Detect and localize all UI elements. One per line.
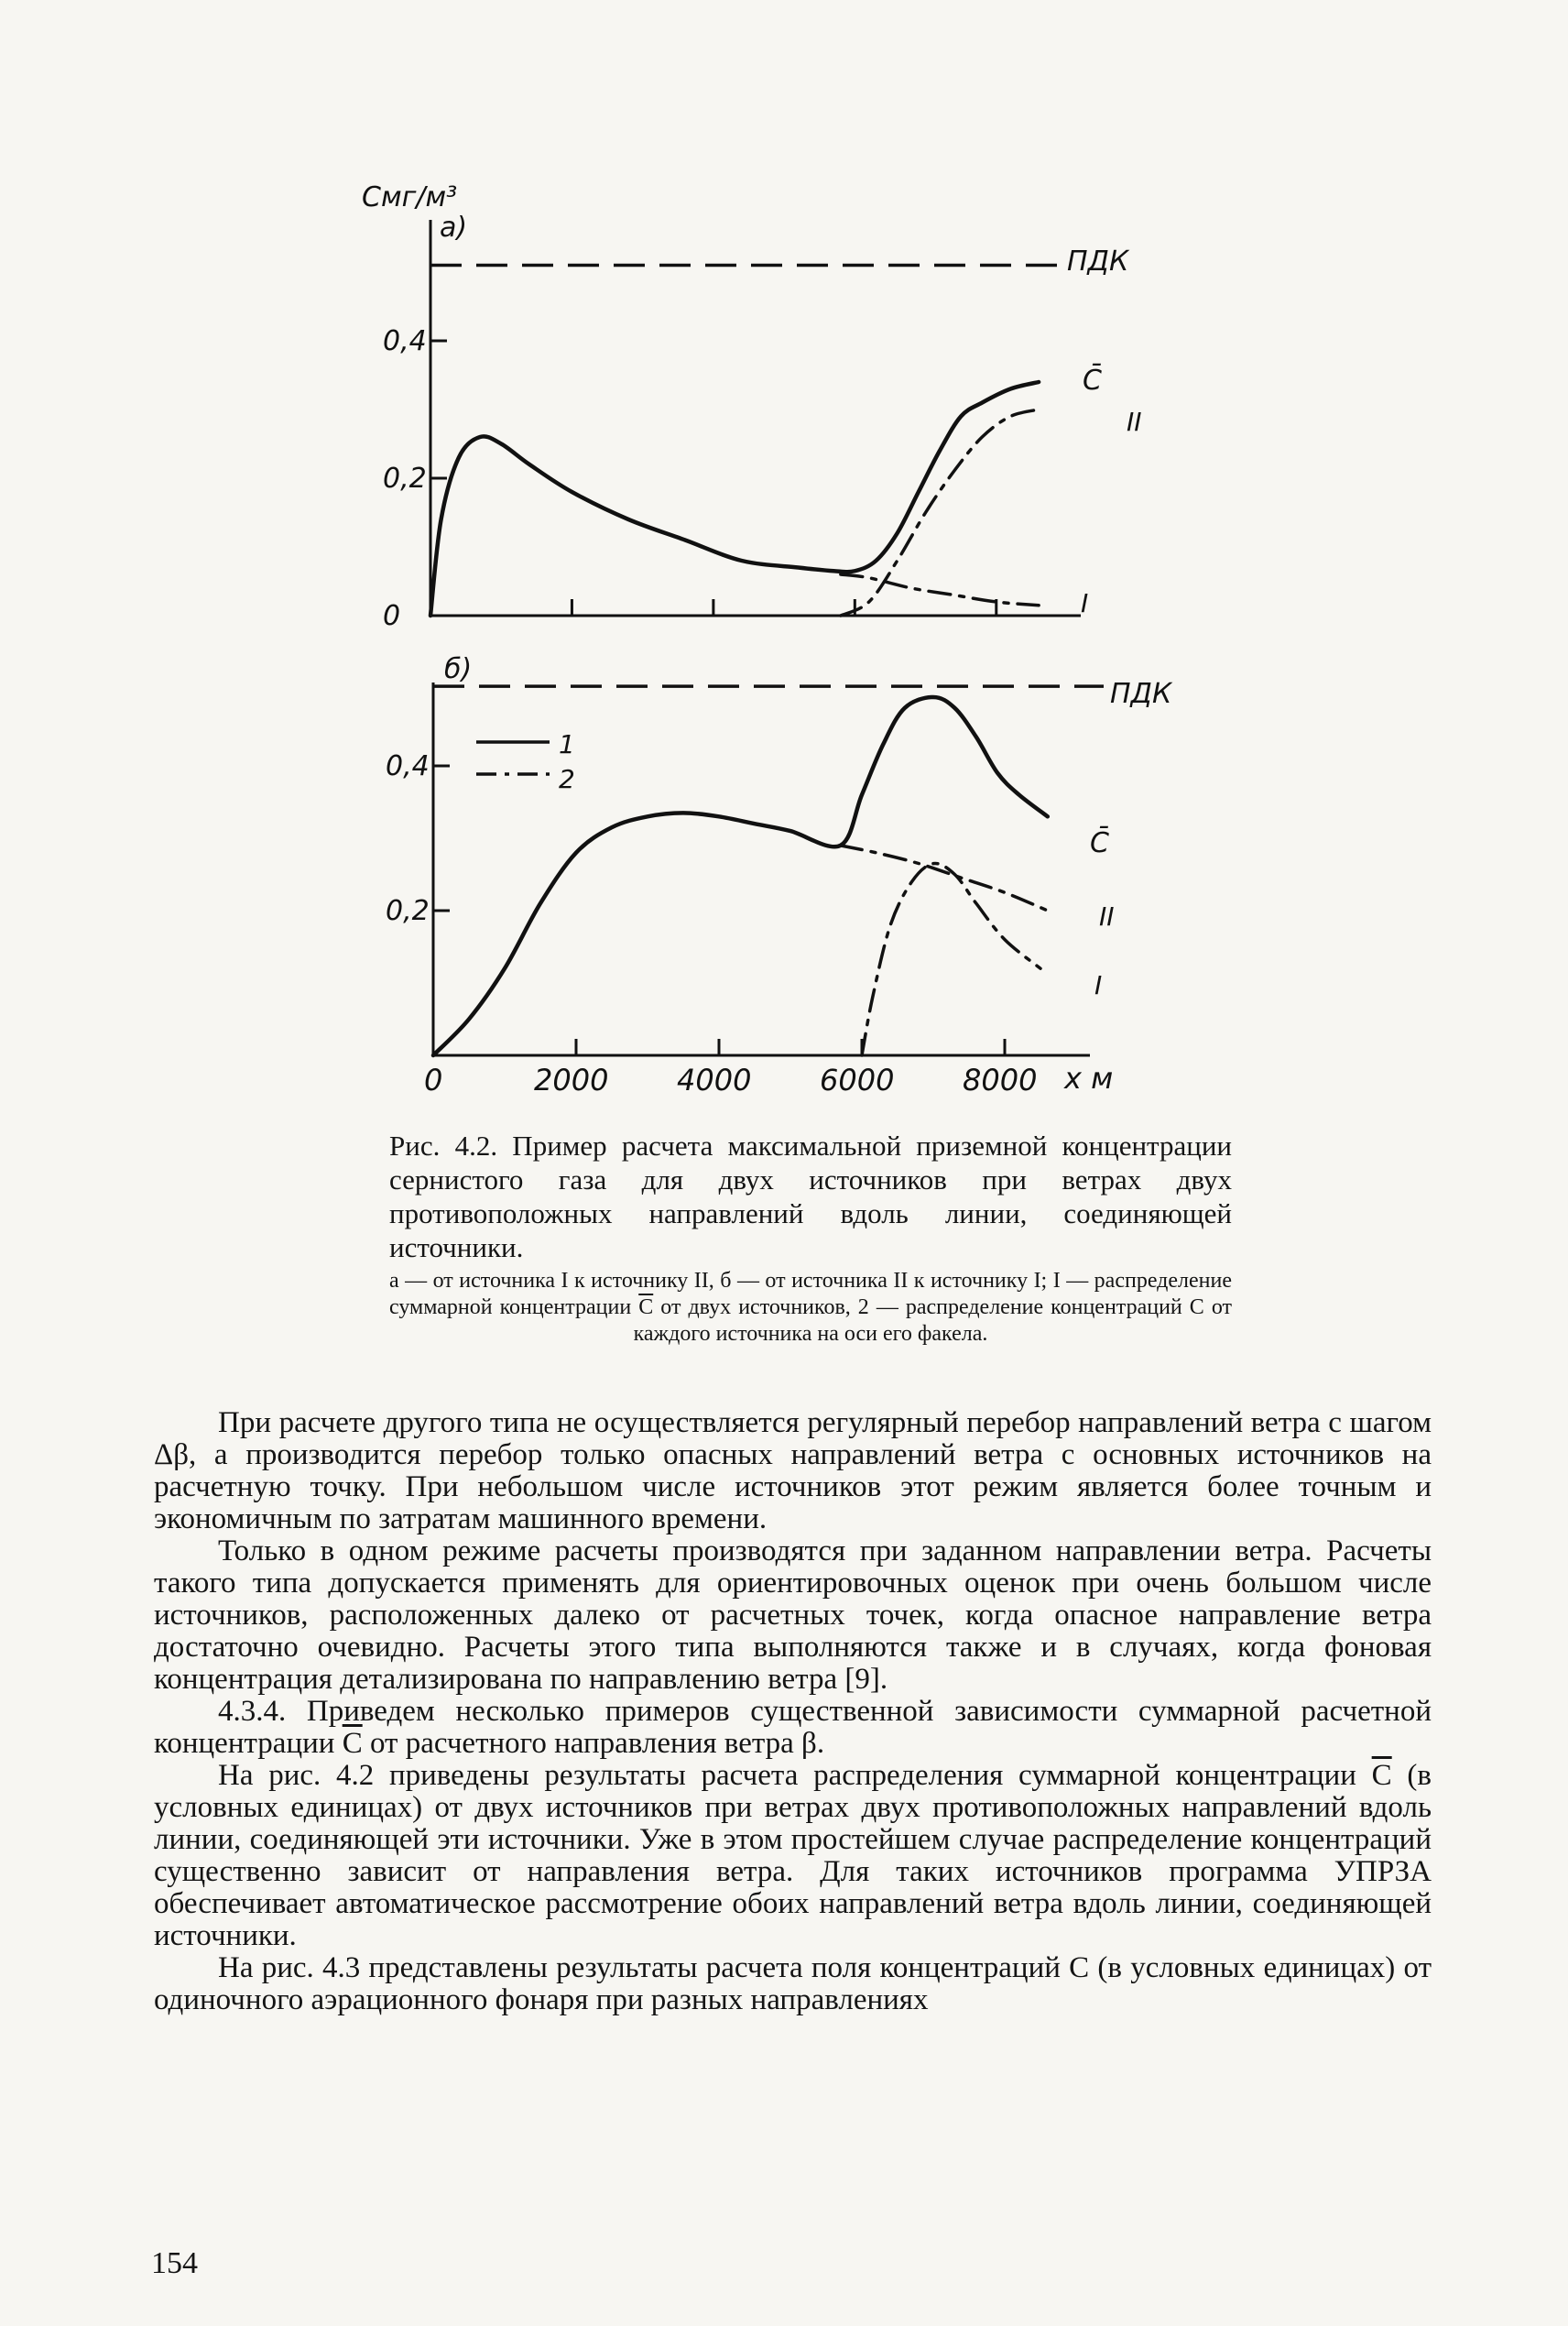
- caption-legend-part-2: от двух источников, 2 — распределение концентраций C от каждого источника на оси его факела.: [633, 1295, 1232, 1346]
- paragraph-4-part-a: На рис. 4.2 приведены результаты расчета распределения суммарной концентрации: [218, 1759, 1372, 1792]
- paragraph-4-part-b: (в условных единицах) от двух источников при ветрах двух противоположных направлений вдоль линии, соединяющей эти источники. Уже в этом простейшем случае распределение концентраций существенно зависит от направления ветра. Для таких источников программа УПРЗА обеспечивает автоматическое рассмотрение обоих направлений ветра вдоль линии, соединяющей источники.: [154, 1759, 1432, 1952]
- panel-b-xlabel: x м: [1064, 1061, 1114, 1096]
- series-line-a-0: [430, 382, 1039, 616]
- page-number: 154: [151, 2246, 198, 2280]
- panel-b: [386, 653, 1173, 1097]
- x-tick-label-b: 2000: [534, 1063, 609, 1097]
- y-tick-label-a: 0,4: [383, 325, 427, 357]
- caption-legend-part-1: а — от источника I к источнику II, б — от источника II к источнику I; I — распределение суммарной концентрации: [389, 1269, 1232, 1319]
- x-tick-label-b: 6000: [820, 1063, 895, 1097]
- panel-a-label: а): [440, 212, 468, 244]
- figure-caption: [389, 1129, 1232, 1348]
- panel-b-series-label-i: I: [1094, 970, 1103, 1000]
- y-tick-label-b: 0,2: [386, 895, 430, 927]
- panel-a: [362, 181, 1142, 632]
- panel-a-series-label-ii: II: [1127, 407, 1142, 437]
- paragraph-4: [154, 1760, 1432, 1952]
- panel-b-label: б): [444, 653, 473, 685]
- panel-a-ylabel: Смг/м³: [362, 181, 458, 213]
- caption-legend: [389, 1268, 1232, 1348]
- paragraph-3-part-a: 4.3.4. Приведем несколько примеров существенной зависимости суммарной расчетной концентрации: [154, 1695, 1432, 1760]
- panel-a-pdk-label: ПДК: [1067, 246, 1129, 278]
- paragraph-2: Только в одном режиме расчеты производятся при заданном направлении ветра. Расчеты такого типа допускается применять для ориентировочных оценок при очень большом числе источников, расположенных далеко от расчетных точек, когда опасное направление ветра достаточно очевидно. Расчеты этого типа выполняются также и в случаях, когда фоновая концентрация детализирована по направлению ветра [9].: [154, 1534, 1432, 1696]
- body-text: [154, 1407, 1432, 2016]
- panel-a-series-label-i: I: [1081, 588, 1089, 618]
- caption-legend-cbar: $\overline{C}$: [638, 1295, 654, 1319]
- series-line-b-2: [862, 863, 1040, 1055]
- series-line-a-1: [841, 410, 1039, 616]
- panel-b-legend-label-2: 2: [559, 764, 575, 794]
- caption-main: Рис. 4.2. Пример расчета максимальной приземной концентрации сернистого газа для двух источников при ветрах двух противоположных направлений вдоль линии, соединяющей источники.: [389, 1130, 1232, 1263]
- series-line-b-1: [841, 846, 1048, 911]
- paragraph-3-part-b: от расчетного направления ветра β.: [362, 1727, 825, 1760]
- panel-a-series-label-cbar: C̄: [1083, 365, 1102, 397]
- paragraph-4-cbar: $\overline{C}$: [1371, 1759, 1392, 1792]
- figure-4-2: [0, 0, 1568, 1127]
- x-tick-label-b: 0: [424, 1063, 443, 1097]
- panel-b-series-label-cbar: C̄: [1090, 827, 1109, 859]
- paragraph-5: На рис. 4.3 представлены результаты расчета поля концентраций C (в условных единицах) от одиночного аэрационного фонаря при разных направлениях: [154, 1951, 1432, 2016]
- panel-b-legend-label-1: 1: [559, 729, 575, 759]
- y-tick-label-a: 0,2: [383, 463, 427, 495]
- panel-b-pdk-label: ПДК: [1110, 678, 1172, 710]
- panel-b-series-label-ii: II: [1099, 901, 1115, 932]
- x-tick-label-b: 4000: [677, 1063, 752, 1097]
- y-tick-label-a: 0: [383, 600, 401, 632]
- paragraph-1: При расчете другого типа не осуществляется регулярный перебор направлений ветра с шагом Δβ, а производится перебор только опасных направлений ветра с основных источников на расчетную точку. При небольшом числе источников этот режим является более точным и экономичным по затратам машинного времени.: [154, 1406, 1432, 1535]
- x-tick-label-b: 8000: [963, 1063, 1038, 1097]
- paragraph-3: [154, 1696, 1432, 1760]
- y-tick-label-b: 0,4: [386, 750, 430, 782]
- paragraph-3-cbar: $\overline{C}$: [342, 1727, 363, 1760]
